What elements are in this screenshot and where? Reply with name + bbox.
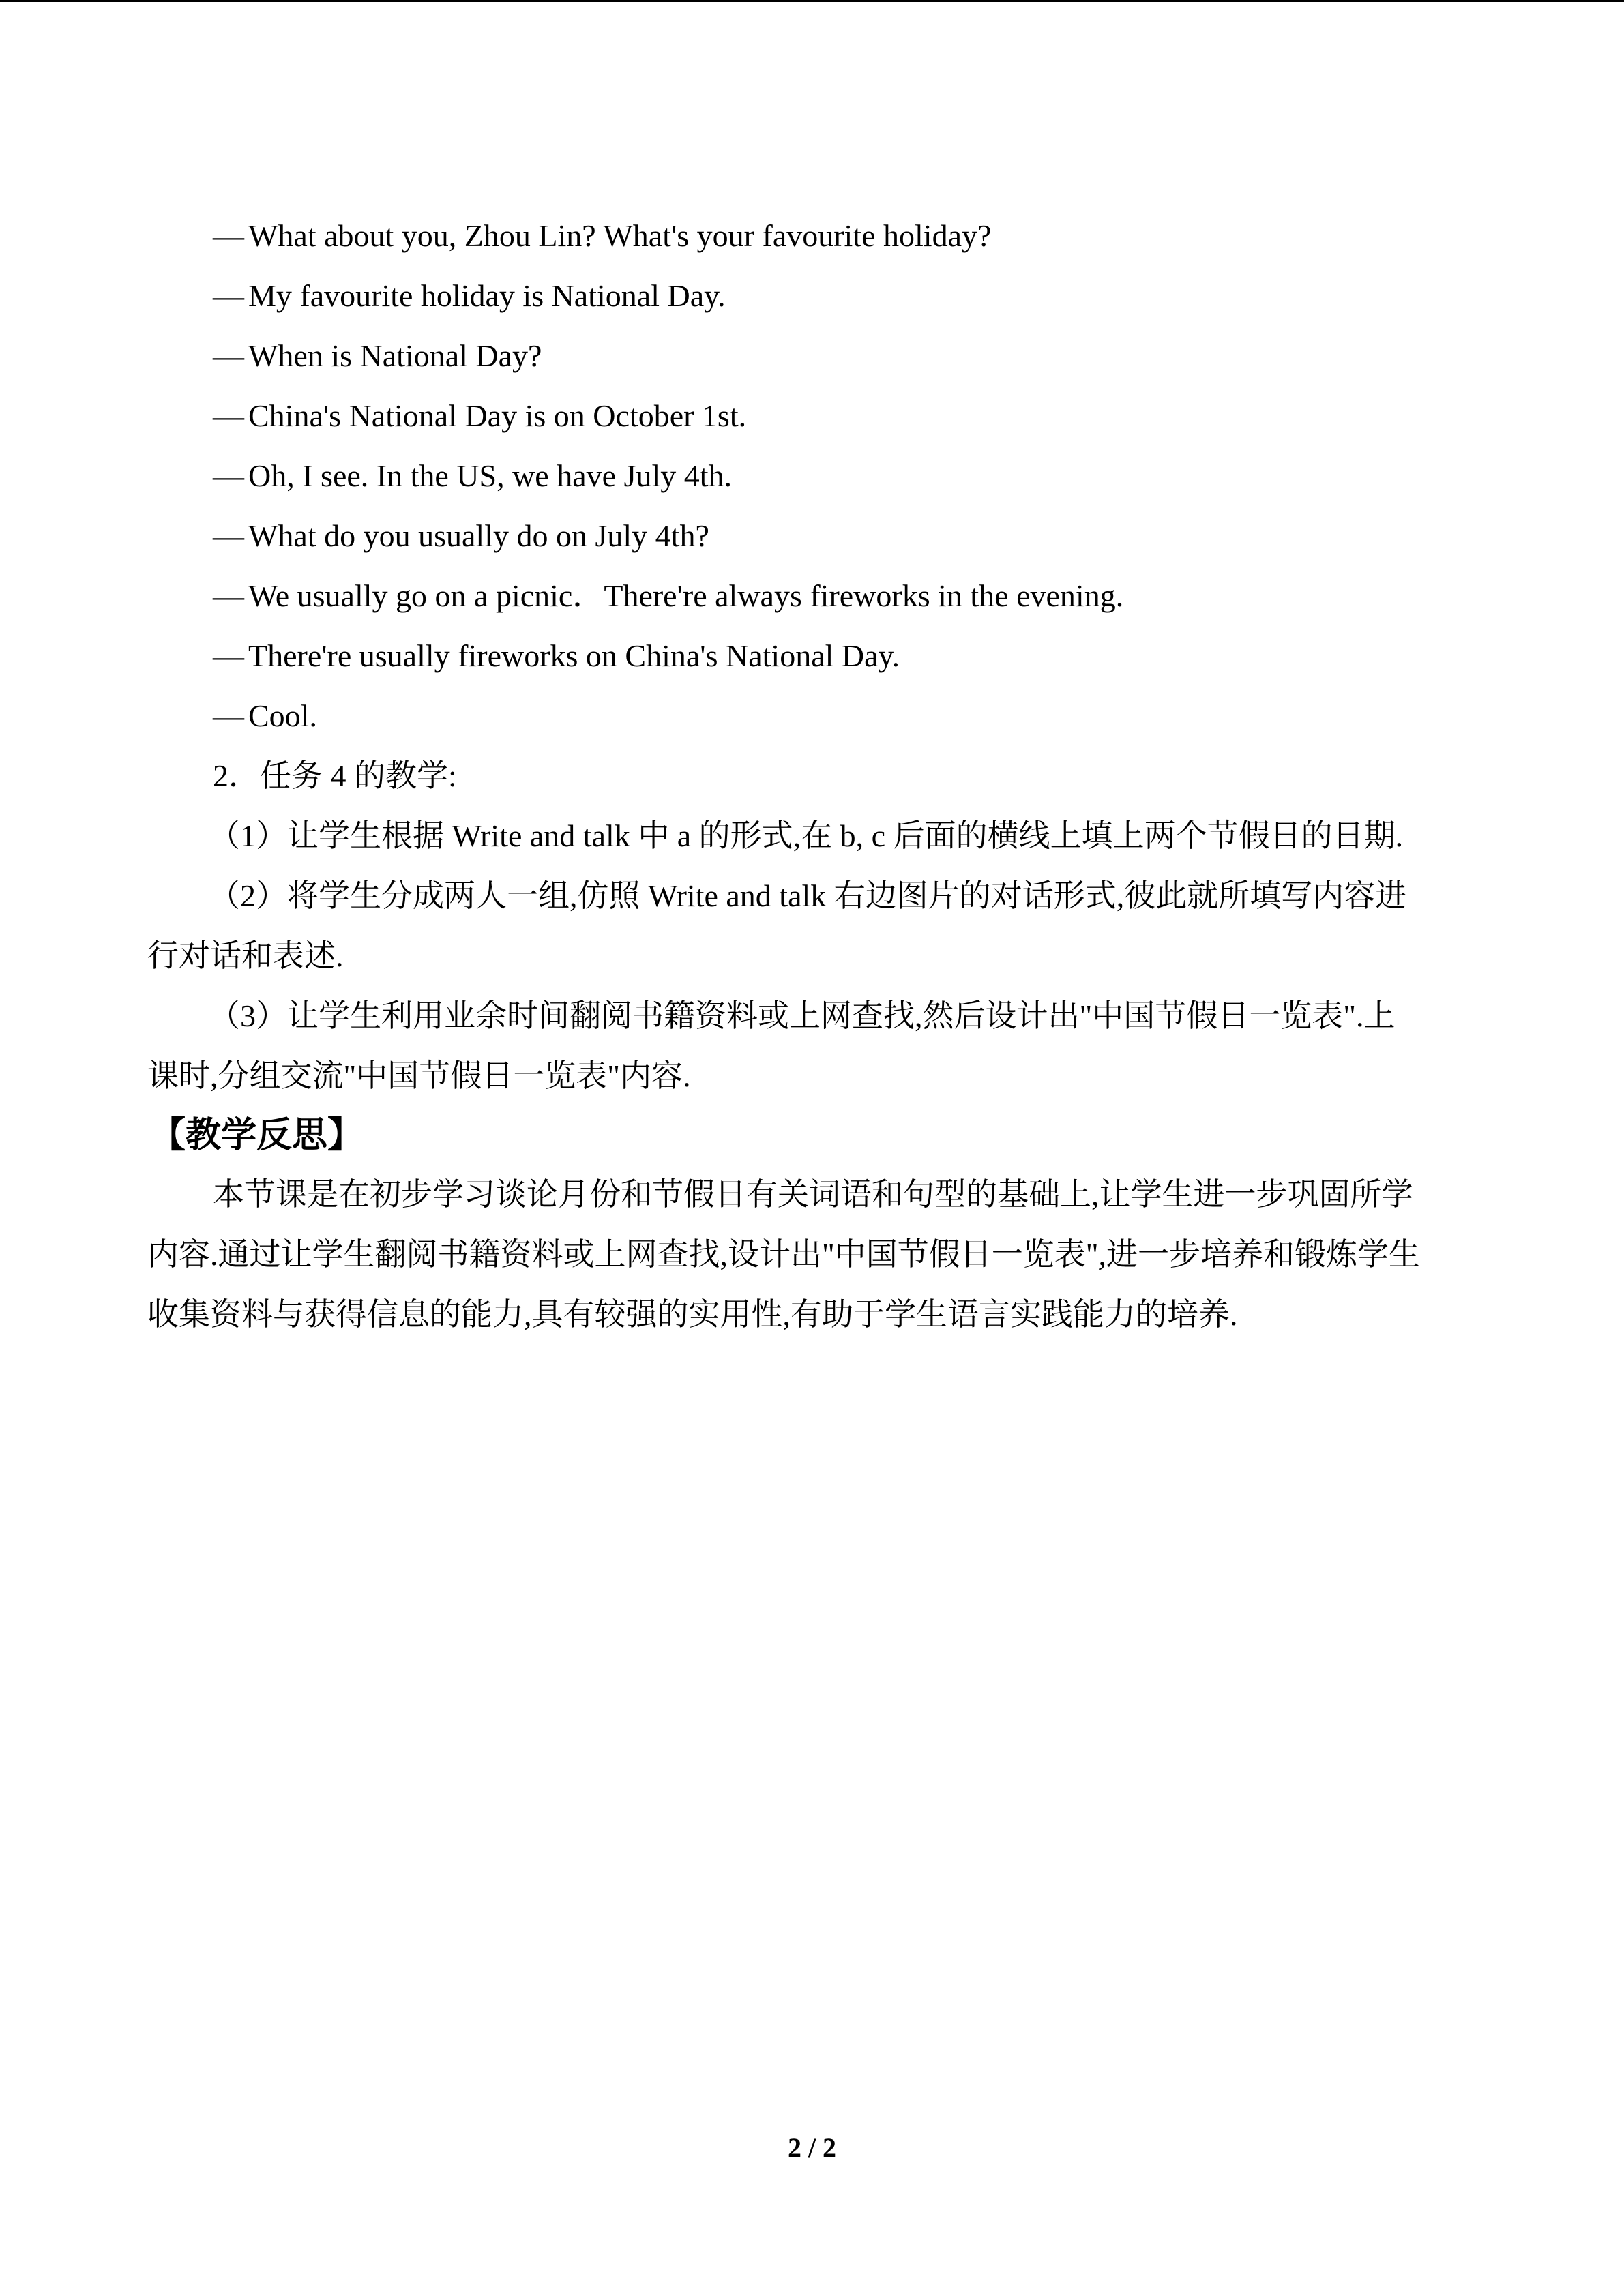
dialog-line [213, 577, 1123, 615]
dialog-line [213, 217, 991, 255]
task4-item-3-line-1: （3）让学生利用业余时间翻阅书籍资料或上网查找,然后设计出"中国节假日一览表".上 [209, 998, 1396, 1033]
dialog-line [213, 457, 732, 495]
task4-item-2-line-1: （2）将学生分成两人一组,仿照 Write and talk 右边图片的对话形式,彼此就所填写内容进 [209, 878, 1407, 913]
dialog-text: What do you usually do on July 4th? [248, 518, 709, 553]
dialog-line [213, 517, 709, 555]
dialog-line [213, 637, 900, 675]
task4-heading: 2．任务 4 的教学: [213, 758, 457, 793]
reflection-line-3: 收集资料与获得信息的能力,具有较强的实用性,有助于学生语言实践能力的培养. [147, 1297, 1238, 1332]
page-number: 2 / 2 [787, 2132, 837, 2163]
reflection-heading: 【教学反思】 [150, 1115, 364, 1156]
dialog-dash: — [213, 218, 244, 253]
dialog-line [213, 277, 726, 315]
dialog-dash: — [213, 518, 244, 553]
dialog-text: China's National Day is on October 1st. [248, 398, 747, 433]
dialog-text: My favourite holiday is National Day. [248, 278, 726, 313]
dialog-text: We usually go on a picnic．There're always fireworks in the evening. [248, 578, 1124, 613]
task4-item-3-line-2: 课时,分组交流"中国节假日一览表"内容. [147, 1058, 691, 1093]
dialog-line [213, 397, 746, 435]
reflection-line-2: 内容.通过让学生翻阅书籍资料或上网查找,设计出"中国节假日一览表",进一步培养和锻炼学生 [147, 1237, 1421, 1272]
dialog-text: Cool. [248, 698, 317, 733]
dialog-line [213, 697, 317, 735]
reflection-line-1: 本节课是在初步学习谈论月份和节假日有关词语和句型的基础上,让学生进一步巩固所学 [213, 1177, 1413, 1212]
dialog-dash: — [213, 698, 244, 733]
dialog-text: When is National Day? [248, 338, 542, 373]
dialog-dash: — [213, 458, 244, 493]
dialog-dash: — [213, 278, 244, 313]
dialog-dash: — [213, 398, 244, 433]
dialog-dash: — [213, 578, 244, 613]
task4-item-1: （1）让学生根据 Write and talk 中 a 的形式,在 b, c 后面的横线上填上两个节假日的日期. [209, 818, 1404, 853]
dialog-text: What about you, Zhou Lin? What's your favourite holiday? [248, 218, 992, 253]
dialog-text: There're usually fireworks on China's National Day. [248, 638, 900, 673]
dialog-dash: — [213, 338, 244, 373]
dialog-dash: — [213, 638, 244, 673]
dialog-text: Oh, I see. In the US, we have July 4th. [248, 458, 733, 493]
task4-item-2-line-2: 行对话和表述. [147, 938, 344, 973]
dialog-line [213, 337, 542, 375]
